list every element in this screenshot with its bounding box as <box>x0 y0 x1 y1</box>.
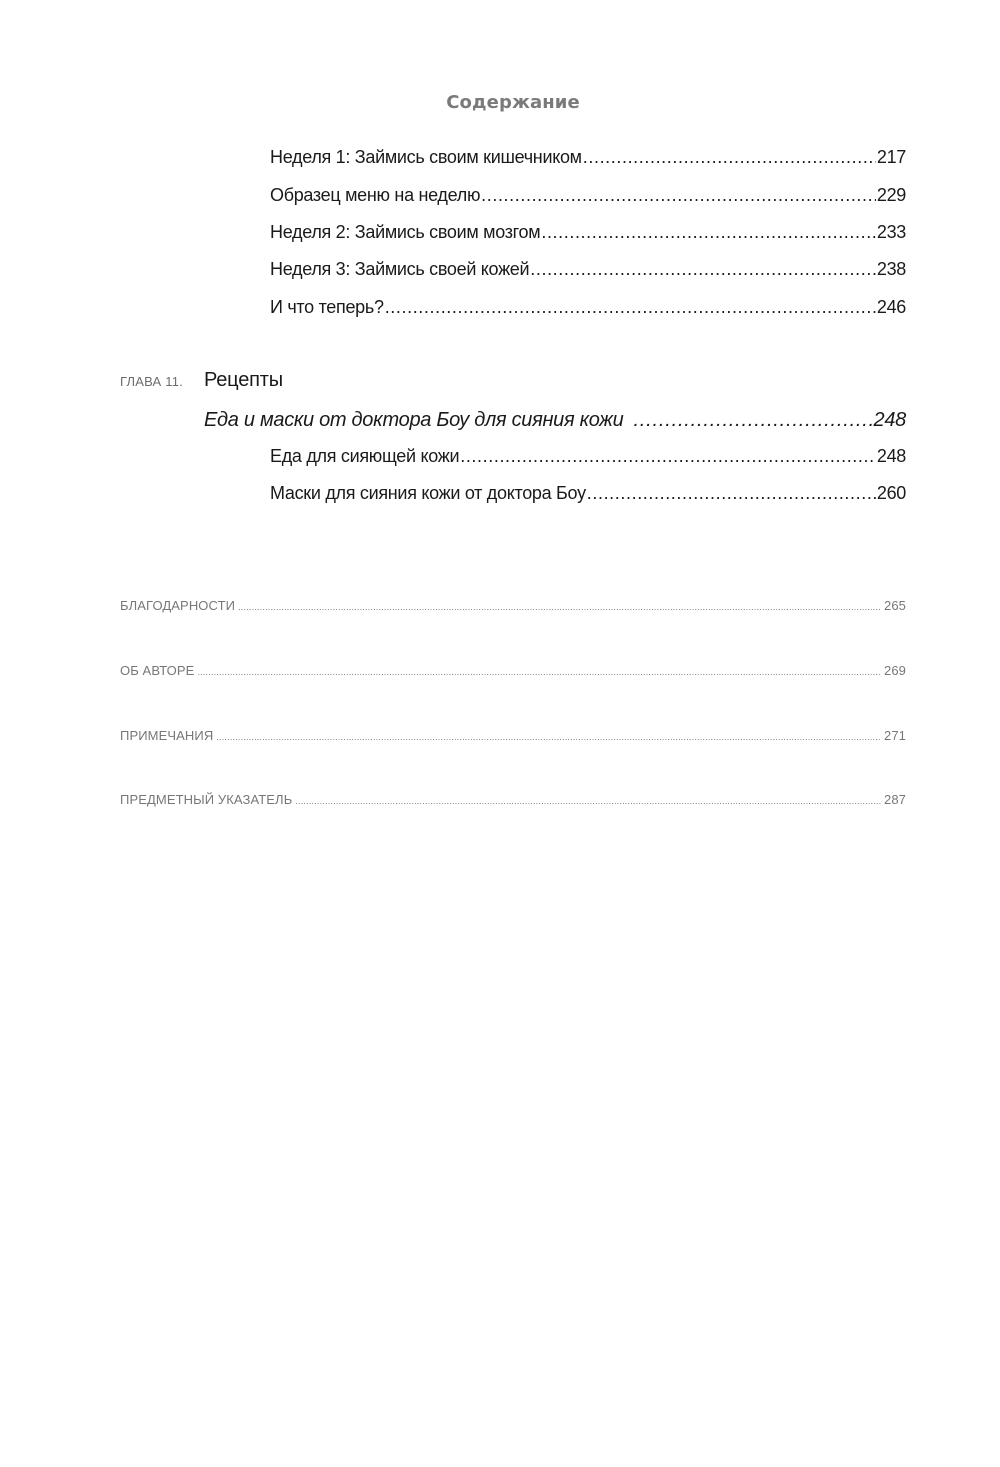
dot-leader <box>530 259 876 280</box>
dot-leader <box>633 409 872 432</box>
toc-entry[interactable] <box>270 185 906 206</box>
chapter-label: ГЛАВА 11. <box>120 374 183 389</box>
toc-entry[interactable] <box>270 259 906 280</box>
dot-leader <box>197 667 881 677</box>
dot-leader <box>385 297 876 318</box>
toc-entry-page: 238 <box>876 259 906 279</box>
toc-entry-title: Неделя 3: Займись своей кожей <box>270 259 530 279</box>
dot-leader <box>587 483 876 504</box>
toc-entry[interactable] <box>270 222 906 243</box>
chapter-subtitle-page: 248 <box>873 409 906 431</box>
toc-entry-page: 248 <box>876 446 906 466</box>
toc-entry-title: Неделя 2: Займись своим мозгом <box>270 222 541 242</box>
back-matter-title: ПРЕДМЕТНЫЙ УКАЗАТЕЛЬ <box>120 792 293 807</box>
chapter-subtitle-title: Еда и маски от доктора Боу для сияния кожи <box>204 409 624 431</box>
dot-leader <box>460 446 876 467</box>
back-matter-title: ПРИМЕЧАНИЯ <box>120 728 214 743</box>
toc-entry-title: Неделя 1: Займись своим кишечником <box>270 147 582 167</box>
toc-entry[interactable] <box>270 147 906 168</box>
toc-entry-page: 229 <box>876 185 906 205</box>
back-matter-entry[interactable] <box>120 728 906 743</box>
dot-leader <box>216 732 881 742</box>
toc-entry-page: 217 <box>876 147 906 167</box>
back-matter-entry[interactable] <box>120 663 906 678</box>
chapter-subtitle-entry[interactable] <box>204 409 906 432</box>
back-matter-page: 271 <box>884 728 906 743</box>
toc-entry-title: Маски для сияния кожи от доктора Боу <box>270 483 586 503</box>
toc-entry-page: 260 <box>876 483 906 503</box>
toc-entry-title: Образец меню на неделю <box>270 185 481 205</box>
dot-leader <box>583 147 876 168</box>
dot-leader <box>295 796 881 806</box>
toc-entry[interactable] <box>270 297 906 318</box>
back-matter-page: 269 <box>884 663 906 678</box>
back-matter-entry[interactable] <box>120 792 906 807</box>
back-matter-title: БЛАГОДАРНОСТИ <box>120 598 236 613</box>
page-title: Содержание <box>446 92 580 113</box>
back-matter-entry[interactable] <box>120 598 906 613</box>
back-matter-page: 265 <box>884 598 906 613</box>
toc-entry-title: Еда для сияющей кожи <box>270 446 460 466</box>
toc-entry-title: И что теперь? <box>270 297 384 317</box>
toc-entry-page: 246 <box>876 297 906 317</box>
toc-entry[interactable] <box>270 446 906 467</box>
back-matter-page: 287 <box>884 792 906 807</box>
dot-leader <box>541 222 876 243</box>
toc-entry-page: 233 <box>876 222 906 242</box>
dot-leader <box>238 602 881 612</box>
back-matter-title: ОБ АВТОРЕ <box>120 663 195 678</box>
chapter-title[interactable]: Рецепты <box>204 369 283 391</box>
dot-leader <box>481 185 876 206</box>
toc-entry[interactable] <box>270 483 906 504</box>
